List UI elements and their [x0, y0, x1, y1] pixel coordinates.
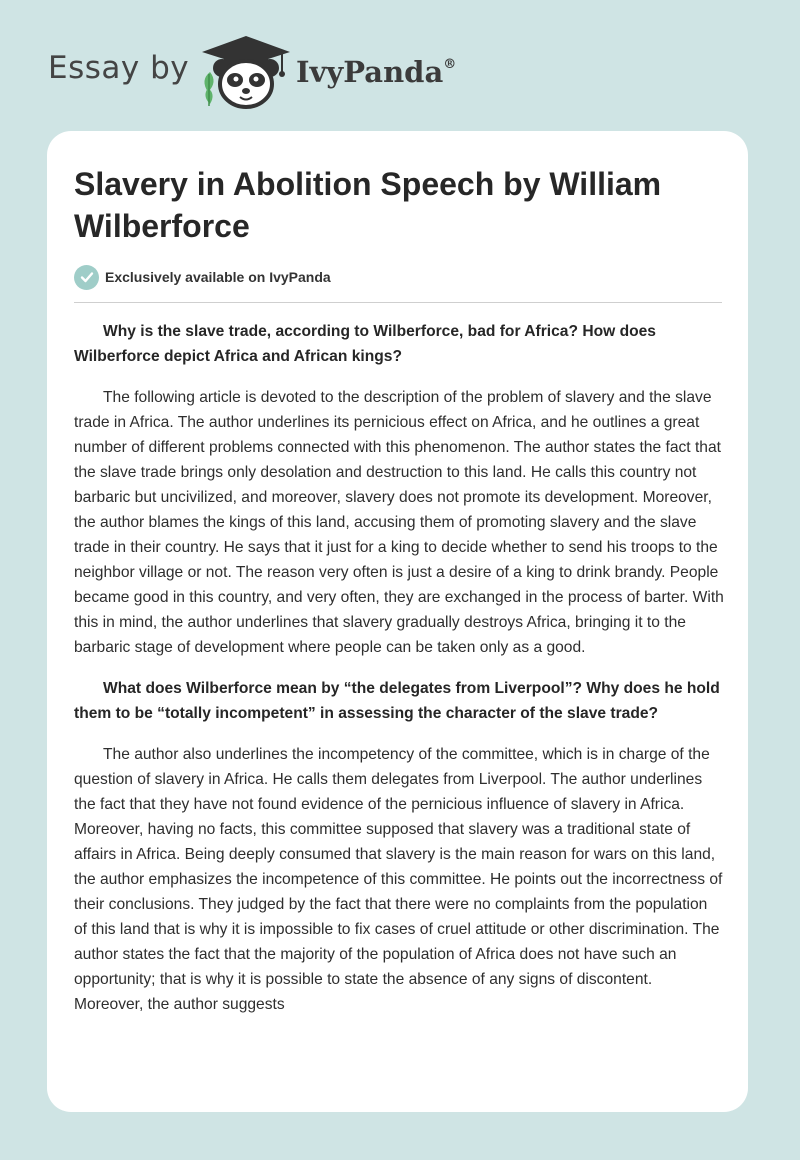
essay-content [74, 319, 724, 1033]
exclusive-badge [74, 264, 331, 290]
registered-mark: ® [443, 57, 457, 72]
brand-name[interactable] [296, 55, 456, 89]
body-paragraph: The author also underlines the incompetency of the committee, which is in charge of the question of slavery in Africa. He calls them delegates from Liverpool. The author underlines the fact that they have not found evidence of the pernicious influence of slavery in Africa. Moreover, having no facts, this committee supposed that slavery was a traditional state of affairs in Africa. Being deeply consumed that slavery is the main reason for wars on this land, the author emphasizes the incompetence of this committee. He points out the incorrectness of their conclusions. They judged by the fact that there were no complaints from the population of this land that is why it is impossible to fix cases of cruel attitude or other discrimination. The author states the fact that the majority of the population of Africa does not have such an opportunity; that is why it is possible to state the absence of any signs of discontent. Moreover, the author suggests [74, 746, 723, 1013]
site-header [0, 0, 800, 130]
badge-text: Exclusively available on IvyPanda [105, 269, 331, 285]
essay-title: Slavery in Abolition Speech by William Wilberforce [74, 166, 662, 244]
body-paragraph: The following article is devoted to the description of the problem of slavery and the slave trade in Africa. The author underlines its pernicious effect on Africa, and he outlines a great number of different problems connected with this phenomenon. The author states the fact that the slave trade brings only desolation and destruction to this land. He calls this country not barbaric but uncivilized, and moreover, slavery does not promote its development. Moreover, the author blames the kings of this land, accusing them of promoting slavery and the slave trade in their country. He says that it just for a king to decide whether to send his troops to the neighbor village or not. The reason very often is just a desire of a king to drink brandy. People became good in this country, and very often, they are exchanged in the process of barter. With this in mind, the author underlines that slavery gradually destroys Africa, bringing it to the barbaric stage of development where people can be taken only as a good. [74, 389, 724, 656]
brand-text: IvyPanda [296, 55, 444, 89]
check-icon [74, 265, 99, 290]
question-heading: Why is the slave trade, according to Wilberforce, bad for Africa? How does Wilberforce depict Africa and African kings? [74, 323, 656, 365]
essay-card [47, 131, 748, 1112]
question-heading: What does Wilberforce mean by “the delegates from Liverpool”? Why does he hold them to be “totally incompetent” in assessing the character of the slave trade? [74, 680, 720, 722]
essay-by-label: Essay by [48, 50, 190, 86]
panda-graduate-icon[interactable] [200, 34, 292, 110]
divider [74, 302, 722, 303]
